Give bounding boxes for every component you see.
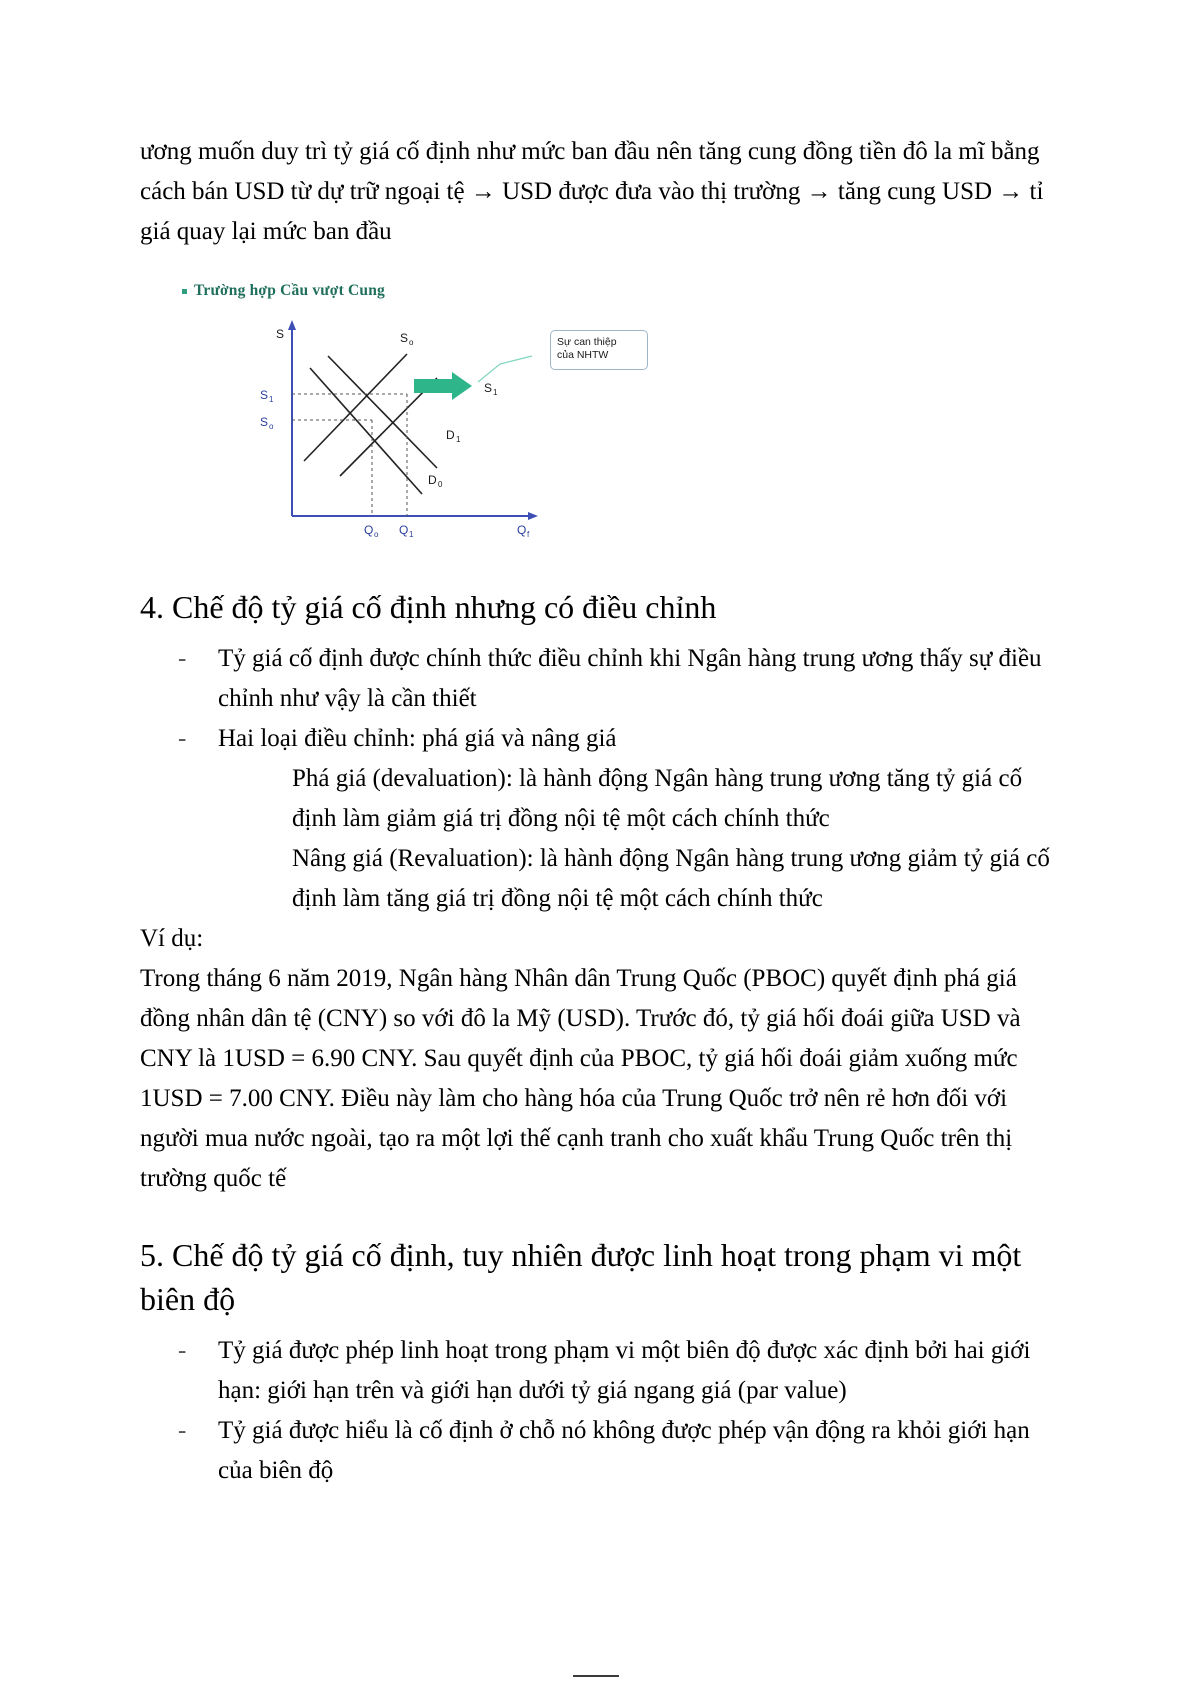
list-item: - Tỷ giá được phép linh hoạt trong phạm vi một biên độ được xác định bởi hai giới hạn: giới hạn trên và giới hạn dưới tỷ giá ngang giá (par value) bbox=[140, 1331, 1051, 1411]
figure-supply-demand bbox=[140, 282, 1051, 551]
svg-text:S: S bbox=[276, 327, 285, 341]
list-item: - Tỷ giá cố định được chính thức điều chỉnh khi Ngân hàng trung ương thấy sự điều chỉnh như vậy là cần thiết bbox=[140, 639, 1051, 719]
svg-text:Q: Q bbox=[399, 523, 409, 537]
sub-paragraph-devaluation: Phá giá (devaluation): là hành động Ngân hàng trung ương tăng tỷ giá cố định làm giảm giá trị đồng nội tệ một cách chính thức bbox=[292, 765, 1023, 832]
example-paragraph: Trong tháng 6 năm 2019, Ngân hàng Nhân dân Trung Quốc (PBOC) quyết định phá giá đồng nhân dân tệ (CNY) so với đô la Mỹ (USD). Trước đó, tỷ giá hối đoái giữa USD và CNY là 1USD = 6.90 CNY. Sau quyết định của PBOC, tỷ giá hối đoái giảm xuống mức 1USD = 7.00 CNY. Điều này làm cho hàng hóa của Trung Quốc trở nên rẻ hơn đối với người mua nước ngoài, tạo ra một lợi thế cạnh tranh cho xuất khẩu Trung Quốc trên thị trường quốc tế bbox=[140, 965, 1021, 1192]
svg-text:S: S bbox=[260, 388, 269, 402]
svg-text:o: o bbox=[269, 422, 274, 431]
callout-line-2: của NHTW bbox=[557, 349, 609, 361]
heading-section-4: 4. Chế độ tỷ giá cố định nhưng có điều chỉnh bbox=[140, 589, 717, 625]
intervention-callout bbox=[550, 330, 648, 370]
svg-text:D: D bbox=[428, 473, 437, 487]
svg-text:f: f bbox=[527, 530, 530, 539]
svg-text:0: 0 bbox=[438, 480, 443, 489]
list-item: - Tỷ giá được hiểu là cố định ở chỗ nó không được phép vận động ra khỏi giới hạn của biên độ bbox=[140, 1411, 1051, 1491]
svg-text:1: 1 bbox=[456, 435, 461, 444]
figure-caption-text: Trường hợp Cầu vượt Cung bbox=[194, 282, 385, 299]
supply-demand-diagram bbox=[232, 316, 752, 551]
intro-paragraph: ương muốn duy trì tỷ giá cố định như mức ban đầu nên tăng cung đồng tiền đô la mĩ bằng cách bán USD từ dự trữ ngoại tệ → USD được đưa vào thị trường → tăng cung USD → tỉ giá quay lại mức ban đầu bbox=[140, 138, 1044, 245]
svg-text:1: 1 bbox=[409, 530, 414, 539]
svg-text:1: 1 bbox=[493, 388, 498, 397]
svg-text:S: S bbox=[260, 415, 269, 429]
example-label: Ví dụ: bbox=[140, 925, 204, 952]
svg-text:S: S bbox=[400, 331, 409, 345]
svg-text:S: S bbox=[484, 381, 493, 395]
svg-text:o: o bbox=[409, 338, 414, 347]
footer-divider bbox=[573, 1675, 619, 1677]
svg-text:1: 1 bbox=[269, 395, 274, 404]
square-bullet-icon bbox=[182, 289, 187, 294]
list-item: - Hai loại điều chỉnh: phá giá và nâng giá bbox=[140, 719, 1051, 759]
chart-area bbox=[232, 316, 752, 551]
heading-section-5: 5. Chế độ tỷ giá cố định, tuy nhiên được linh hoạt trong phạm vi một biên độ bbox=[140, 1237, 1022, 1317]
svg-text:o: o bbox=[374, 530, 379, 539]
figure-caption bbox=[182, 282, 1051, 300]
callout-line-1: Sự can thiệp bbox=[557, 336, 617, 348]
svg-text:Q: Q bbox=[364, 523, 374, 537]
section-4-bullet-list bbox=[140, 639, 1051, 759]
section-5-bullet-list bbox=[140, 1331, 1051, 1491]
svg-text:Q: Q bbox=[517, 523, 527, 537]
sub-paragraph-revaluation: Nâng giá (Revaluation): là hành động Ngân hàng trung ương giảm tỷ giá cố định làm tăng giá trị đồng nội tệ một cách chính thức bbox=[292, 845, 1050, 912]
svg-text:D: D bbox=[446, 428, 455, 442]
